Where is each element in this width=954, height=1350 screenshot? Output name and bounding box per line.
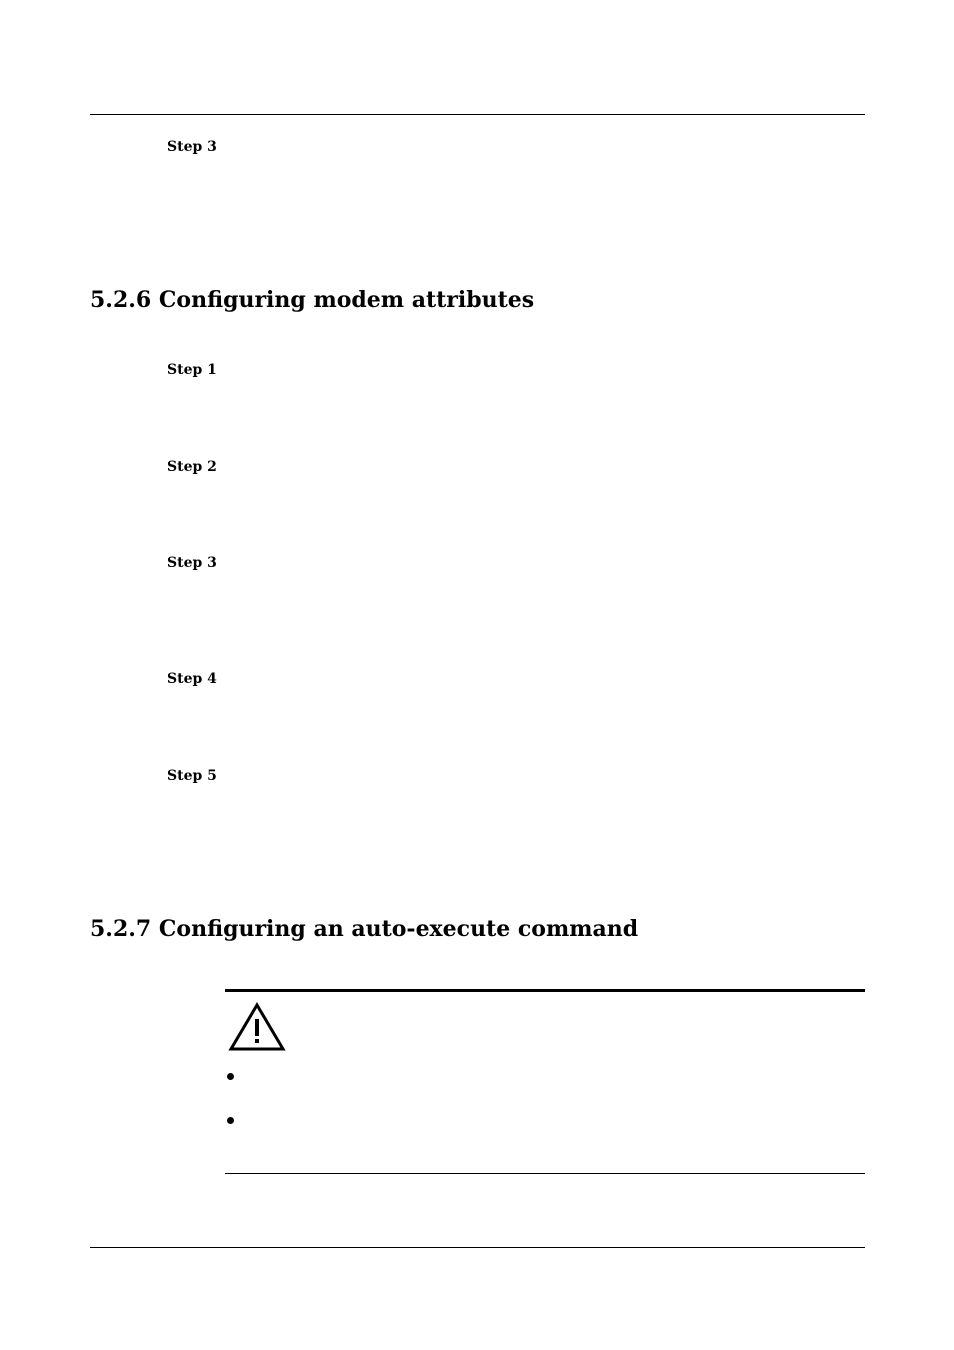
step-label-4: Step 4 [167, 671, 217, 687]
step-label-1: Step 1 [167, 362, 217, 378]
caution-box [225, 989, 865, 1174]
footer-rule [90, 1247, 865, 1248]
bullet-icon [227, 1117, 234, 1124]
bullet-icon [227, 1073, 234, 1080]
section-heading-5-2-6: 5.2.6 Configuring modem attributes [90, 287, 535, 313]
caution-list-item [225, 1068, 845, 1088]
step-label-2: Step 2 [167, 459, 217, 475]
caution-list-item [225, 1112, 845, 1132]
warning-icon [228, 1002, 286, 1052]
section-heading-5-2-7: 5.2.7 Configuring an auto-execute command [90, 916, 639, 942]
step-label-5: Step 5 [167, 768, 217, 784]
header-rule [90, 114, 865, 115]
step-label-3-top: Step 3 [167, 139, 217, 155]
step-label-3: Step 3 [167, 555, 217, 571]
